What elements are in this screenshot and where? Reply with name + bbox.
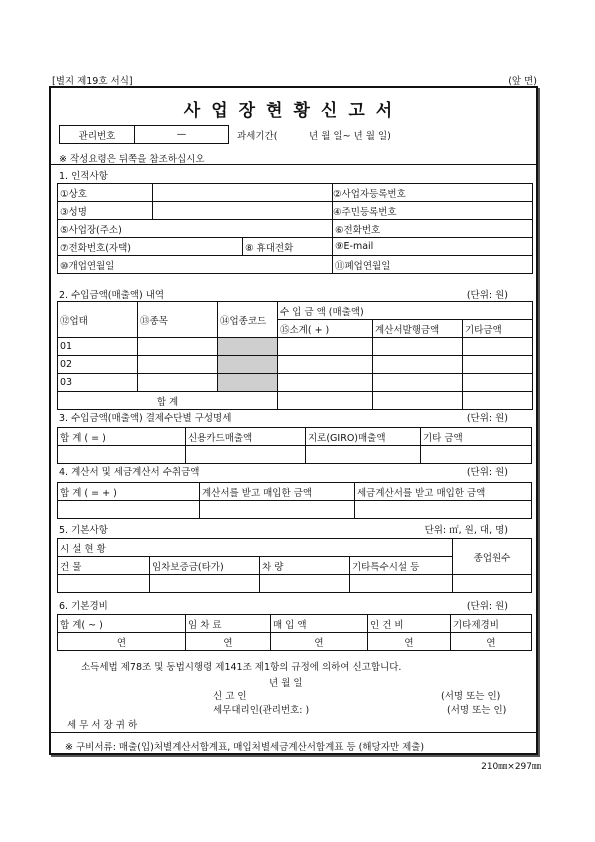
invoice-amount-header: 계산서발행금액 <box>373 320 463 338</box>
biz-reg-label: ②사업자등록번호 <box>333 188 406 200</box>
declaration-date[interactable]: 년 월 일 <box>269 678 303 689</box>
section-2-heading: 2. 수입금액(매출액) 내역 <box>59 290 165 301</box>
mgmt-table <box>59 125 229 144</box>
invoice-purchase-header: 계산서를 받고 매입한 금액 <box>200 483 355 501</box>
section-6-unit: (단위: 원) <box>466 601 508 612</box>
section-5-unit: 단위: ㎡, 원, 대, 명) <box>424 525 508 536</box>
tel-label: ⑥전화번호 <box>333 220 533 238</box>
total-header: 합 계 ( = + ) <box>58 483 200 501</box>
total-label: 합 계 <box>58 392 278 410</box>
row-number: 03 <box>58 374 138 392</box>
facility-header: 시 설 현 황 <box>58 539 453 557</box>
section-4-heading: 4. 계산서 및 세금계산서 수취금액 <box>59 467 200 478</box>
form-number: [별지 제19호 서식] <box>52 76 133 87</box>
amount-cell[interactable]: 연 <box>58 633 186 651</box>
other-expense-header: 기타제경비 <box>451 615 532 633</box>
agent-label[interactable]: 세무대리인(관리번호: ) <box>213 705 310 716</box>
declaration-text: 소득세법 제78조 및 동법시행령 제141조 제1항의 규정에 의하여 신고합니다. <box>81 662 402 673</box>
form-frame <box>49 86 538 755</box>
trade-name-label: ①상호 <box>58 184 153 202</box>
reporter-label: 신 고 인 <box>213 691 247 702</box>
agent-sign[interactable]: (서명 또는 인) <box>447 705 507 716</box>
resident-no-label: ④주민등록번호 <box>333 206 397 218</box>
personal-info-table <box>57 183 533 274</box>
reporter-sign[interactable]: (서명 또는 인) <box>441 691 501 702</box>
expense-table <box>57 614 532 651</box>
section-3-unit: (단위: 원) <box>466 413 508 424</box>
basic-info-table <box>57 538 532 593</box>
mobile-label: ⑧ 휴대전화 <box>243 238 333 256</box>
revenue-table <box>57 301 533 410</box>
giro-header: 지로(GIRO)매출액 <box>306 428 421 446</box>
revenue-amount-header: 수 입 금 액 (매출액) <box>278 302 533 320</box>
close-date-label: ⑪폐업연월일 <box>333 256 533 274</box>
name-input[interactable] <box>153 202 333 220</box>
tax-invoice-purchase-header: 세금계산서를 받고 매입한 금액 <box>355 483 532 501</box>
other-amount-header: 기타금액 <box>463 320 533 338</box>
business-type-header: ⑫업태 <box>58 302 138 338</box>
section-4-unit: (단위: 원) <box>466 467 508 478</box>
amount-cell[interactable]: 연 <box>271 633 368 651</box>
total-header: 합 계 ( = ) <box>58 428 186 446</box>
item-header: ⑬종목 <box>138 302 218 338</box>
section-6-heading: 6. 기본경비 <box>59 601 108 612</box>
credit-card-header: 신용카드매출액 <box>186 428 306 446</box>
industry-code-header: ⑭업종코드 <box>218 302 278 338</box>
invoice-table <box>57 482 532 519</box>
name-label: ③성명 <box>58 202 153 220</box>
section-1-heading: 1. 인적사항 <box>59 171 108 182</box>
page-side: (앞 면) <box>508 76 537 87</box>
amount-cell[interactable]: 연 <box>368 633 451 651</box>
building-header: 건 물 <box>58 557 150 575</box>
guide-note: ※ 작성요령은 뒤쪽을 참조하십시오 <box>59 154 205 165</box>
period-label: 과세기간( <box>237 131 278 142</box>
required-documents-note: ※ 구비서류: 매출(입)처별계산서합계표, 매입처별세금계산서합계표 등 (해당자만 제출) <box>65 742 425 753</box>
trade-name-input[interactable] <box>153 184 333 202</box>
amount-cell[interactable]: 연 <box>186 633 271 651</box>
row-number: 02 <box>58 356 138 374</box>
employees-header: 종업원수 <box>453 539 532 575</box>
paper-size: 210㎜×297㎜ <box>481 762 541 772</box>
payment-table <box>57 427 532 464</box>
email-label: ⑨E-mail <box>333 238 533 256</box>
other-header: 기타 금액 <box>421 428 532 446</box>
row-number: 01 <box>58 338 138 356</box>
home-phone-label: ⑦전화번호(자택) <box>58 238 243 256</box>
deposit-header: 임차보증금(타가) <box>150 557 260 575</box>
special-facility-header: 기타특수시설 등 <box>350 557 453 575</box>
subtotal-header: ⑮소계( + ) <box>278 320 373 338</box>
vehicle-header: 차 량 <box>260 557 350 575</box>
open-date-label: ⑩개업연월일 <box>58 256 333 274</box>
total-header: 합 계( ~ ) <box>58 615 186 633</box>
form-title: 사업장현황신고서 <box>183 101 404 121</box>
section-5-heading: 5. 기본사항 <box>59 525 108 536</box>
purchase-header: 매 입 액 <box>271 615 368 633</box>
period-value[interactable]: 년 월 일~ 년 월 일) <box>309 131 391 142</box>
address-label: ⑤사업장(주소) <box>58 220 333 238</box>
section-2-unit: (단위: 원) <box>466 290 508 301</box>
section-3-heading: 3. 수입금액(매출액) 결제수단별 구성명세 <box>59 413 232 424</box>
addressee: 세 무 서 장 귀 하 <box>67 720 138 731</box>
mgmt-label: 관리번호 <box>60 126 135 144</box>
rent-header: 임 차 료 <box>186 615 271 633</box>
amount-cell[interactable]: 연 <box>451 633 532 651</box>
mgmt-input[interactable]: — <box>135 126 229 144</box>
labor-header: 인 건 비 <box>368 615 451 633</box>
